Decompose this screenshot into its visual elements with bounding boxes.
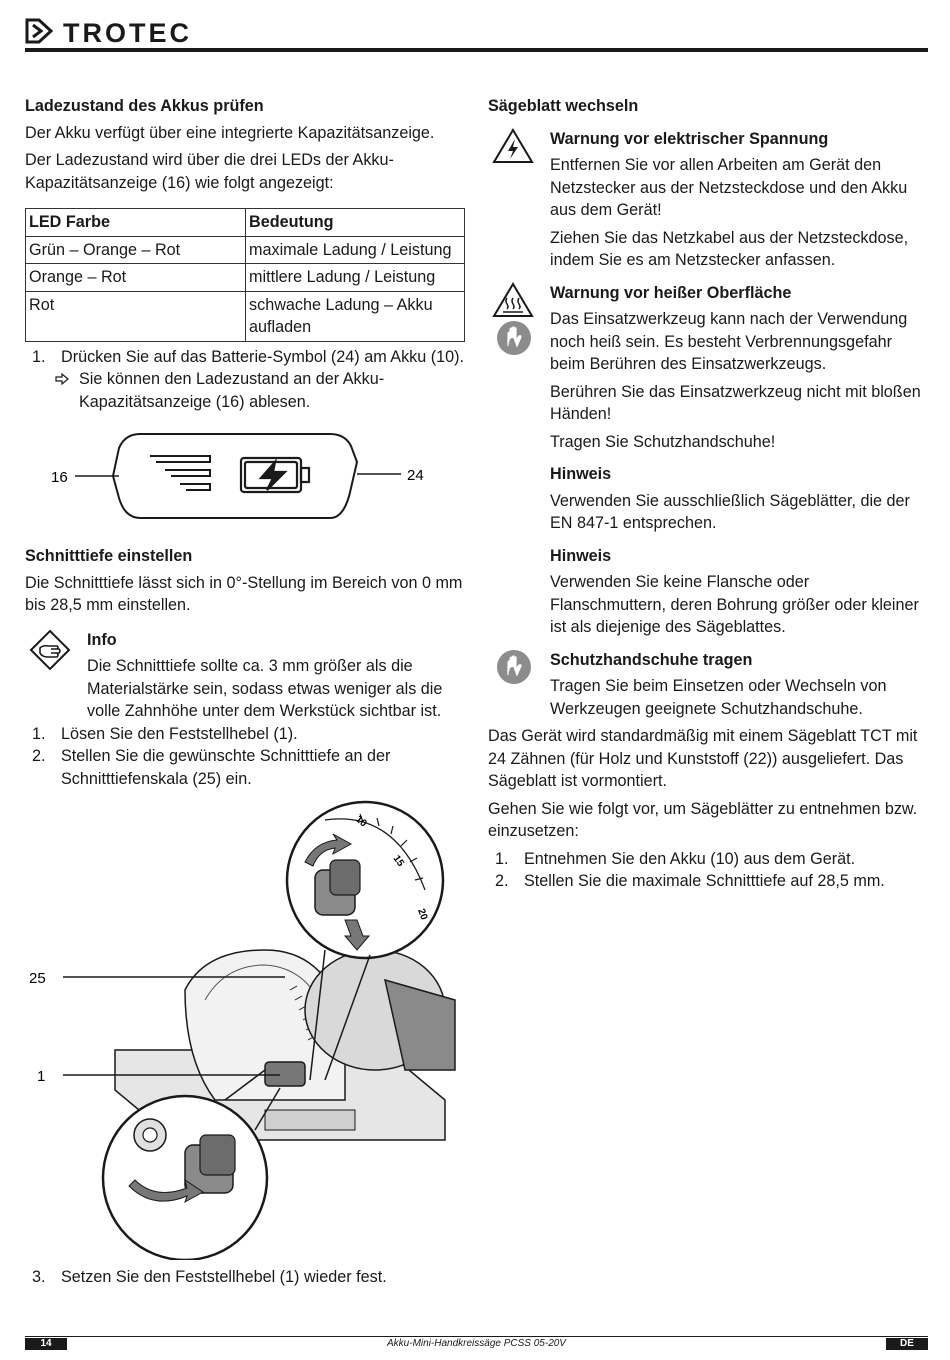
battery-symbol-icon [241, 458, 309, 492]
step-number: 1. [495, 849, 509, 868]
figure-label-16: 16 [51, 469, 68, 486]
list-item [25, 723, 465, 746]
warning-text: Entfernen Sie vor allen Arbeiten am Gerät den Netzstecker aus der Netzsteckdose und den Akku aus dem Gerät! [550, 156, 908, 219]
table-header-meaning: Bedeutung [246, 209, 465, 237]
depth-section [25, 545, 465, 790]
steps-list [25, 346, 465, 369]
header-rule [25, 48, 928, 52]
right-column [488, 95, 928, 893]
hot-surface-warning-icon [492, 282, 534, 325]
list-item [488, 870, 928, 893]
page-number: 14 [25, 1338, 67, 1350]
table-header-led-color: LED Farbe [26, 209, 246, 237]
table-row [26, 264, 465, 292]
section-heading-battery: Ladezustand des Akkus prüfen [25, 97, 264, 115]
info-hand-icon [29, 629, 71, 678]
gloves-text: Tragen Sie beim Einsetzen oder Wechseln von Werkzeugen geeignete Schutzhandschuhe. [550, 677, 887, 718]
section-heading-blade: Sägeblatt wechseln [488, 97, 639, 115]
saw-depth-figure [25, 800, 465, 1260]
list-item [488, 848, 928, 871]
step-number: 3. [32, 1268, 46, 1286]
table-cell: Rot [26, 291, 246, 341]
footer-title: Akku-Mini-Handkreissäge PCSS 05-20V [387, 1338, 566, 1349]
hint-notice-2 [488, 545, 928, 639]
table-row [26, 236, 465, 264]
hint-text: Verwenden Sie keine Flansche oder Flanschmuttern, deren Bohrung größer oder kleiner ist als diejenige des Sägeblattes. [550, 573, 919, 636]
step-text: Setzen Sie den Feststellhebel (1) wieder fest. [61, 1268, 387, 1286]
figure-label-24: 24 [407, 467, 424, 484]
steps-list [25, 1266, 465, 1289]
left-column [25, 95, 465, 413]
hint-notice-1 [488, 463, 928, 535]
gloves-icon [496, 649, 532, 692]
info-title: Info [87, 630, 117, 649]
list-item [25, 745, 465, 790]
hint-title: Hinweis [550, 465, 612, 483]
paragraph: Der Ladezustand wird über die drei LEDs der Akku-Kapazitätsanzeige (16) wie folgt angezeigt: [25, 151, 394, 192]
step-text: Drücken Sie auf das Batterie-Symbol (24) am Akku (10). [61, 347, 465, 366]
gloves-icon [496, 320, 532, 363]
table-cell: mittlere Ladung / Leistung [246, 264, 465, 292]
battery-indicator-figure [45, 428, 435, 524]
warning-title: Warnung vor elektrischer Spannung [550, 129, 829, 148]
step-text: Stellen Sie die gewünschte Schnitttiefe an der Schnitttiefenskala (25) ein. [61, 747, 391, 788]
scale-label-10: 10 [353, 813, 369, 830]
paragraph: Der Akku verfügt über eine integrierte Kapazitätsanzeige. [25, 123, 435, 142]
trotec-logo [25, 14, 265, 48]
step-text: Stellen Sie die maximale Schnitttiefe auf 28,5 mm. [524, 872, 885, 890]
step-text: Lösen Sie den Feststellhebel (1). [61, 724, 298, 743]
warning-text: Das Einsatzwerkzeug kann nach der Verwendung noch heiß sein. Es besteht Verbrennungsgefahr beim Berühren des Einsatzwerkzeugs. [550, 310, 908, 373]
list-item [25, 346, 465, 369]
brand-name: TROTEC [63, 18, 192, 48]
table-cell: schwache Ladung – Akku aufladen [246, 291, 465, 341]
table-cell: Orange – Rot [26, 264, 246, 292]
warning-electric [488, 128, 928, 272]
paragraph: Die Schnitttiefe lässt sich in 0°-Stellung im Bereich von 0 mm bis 28,5 mm einstellen. [25, 573, 463, 614]
warning-text: Ziehen Sie das Netzkabel aus der Netzsteckdose, indem Sie es am Netzstecker anfassen. [550, 228, 909, 269]
step-3 [25, 1266, 465, 1289]
result-arrow-icon [55, 368, 69, 393]
table-cell: maximale Ladung / Leistung [246, 236, 465, 264]
warning-title: Warnung vor heißer Oberfläche [550, 283, 792, 302]
steps-list [25, 723, 465, 791]
warning-hot-surface [488, 282, 928, 454]
list-item [25, 1266, 465, 1289]
info-notice [25, 629, 465, 723]
step-number: 1. [32, 724, 46, 743]
figure-label-1: 1 [37, 1068, 46, 1085]
language-badge: DE [886, 1338, 928, 1350]
gloves-notice [488, 649, 928, 721]
hint-title: Hinweis [550, 546, 612, 565]
scale-label-15: 15 [390, 853, 406, 869]
result-line [25, 368, 465, 413]
led-table [25, 208, 465, 342]
result-text: Sie können den Ladezustand an der Akku-Kapazitätsanzeige (16) ablesen. [79, 370, 385, 411]
table-cell: Grün – Orange – Rot [26, 236, 246, 264]
step-number: 2. [495, 872, 509, 890]
section-heading-depth: Schnitttiefe einstellen [25, 547, 193, 565]
steps-list [488, 848, 928, 893]
warning-text: Berühren Sie das Einsatzwerkzeug nicht mit bloßen Händen! [550, 382, 921, 423]
info-text: Die Schnitttiefe sollte ca. 3 mm größer als die Materialstärke sein, sodass etwas weniger als die volle Zahnhöhe unter dem Werkstück sichtbar ist. [87, 657, 443, 720]
paragraph: Das Gerät wird standardmäßig mit einem Sägeblatt TCT mit 24 Zähnen (für Holz und Kunststoff (22)) ausgeliefert. Das Sägeblatt ist vormontiert. [488, 727, 918, 790]
step-number: 2. [32, 747, 46, 765]
gloves-title: Schutzhandschuhe tragen [550, 650, 753, 669]
page-footer [25, 1336, 928, 1351]
scale-label-20: 20 [415, 907, 430, 922]
hint-text: Verwenden Sie ausschließlich Sägeblätter, die der EN 847-1 entsprechen. [550, 491, 910, 532]
paragraph: Gehen Sie wie folgt vor, um Sägeblätter zu entnehmen bzw. einzusetzen: [488, 799, 918, 840]
table-row [26, 291, 465, 341]
led-bars-icon [150, 456, 210, 490]
figure-label-25: 25 [29, 970, 46, 987]
step-number: 1. [32, 347, 46, 366]
step-text: Entnehmen Sie den Akku (10) aus dem Gerät. [524, 849, 856, 868]
electric-warning-icon [492, 128, 534, 171]
warning-text: Tragen Sie Schutzhandschuhe! [550, 432, 776, 451]
